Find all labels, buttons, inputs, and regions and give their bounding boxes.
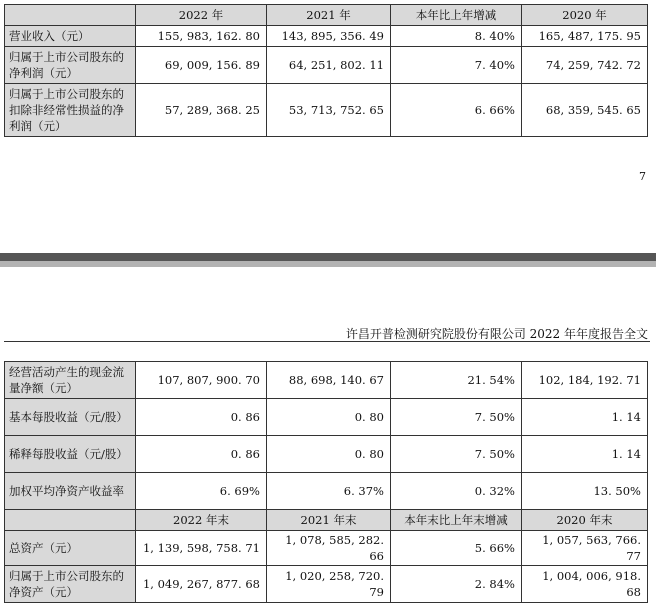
row-label: 稀释每股收益（元/股） xyxy=(5,436,136,473)
running-header: 许昌开普检测研究院股份有限公司 2022 年年度报告全文 xyxy=(345,327,648,341)
page-break-light xyxy=(0,261,656,267)
cell-value: 107, 807, 900. 70 xyxy=(136,362,267,399)
row-label: 营业收入（元） xyxy=(5,26,136,47)
header-cell: 2020 年 xyxy=(522,5,648,26)
cell-value: 8. 40% xyxy=(391,26,522,47)
table-row xyxy=(5,47,648,84)
cell-value: 2. 84% xyxy=(391,566,522,603)
header-cell xyxy=(5,5,136,26)
table-row xyxy=(5,26,648,47)
cell-value: 7. 50% xyxy=(391,436,522,473)
header-cell xyxy=(5,510,136,531)
cell-value: 1, 004, 006, 918. 68 xyxy=(522,566,648,603)
cell-value: 7. 40% xyxy=(391,47,522,84)
cell-value: 1. 14 xyxy=(522,436,648,473)
table-subheader-row xyxy=(5,510,648,531)
cell-value: 6. 37% xyxy=(267,473,391,510)
header-cell: 2022 年末 xyxy=(136,510,267,531)
cell-value: 1, 139, 598, 758. 71 xyxy=(136,531,267,566)
table-row xyxy=(5,84,648,137)
page-number: 7 xyxy=(639,170,646,183)
cell-value: 57, 289, 368. 25 xyxy=(136,84,267,137)
row-label: 基本每股收益（元/股） xyxy=(5,399,136,436)
cell-value: 1, 020, 258, 720. 79 xyxy=(267,566,391,603)
financial-summary-table-part1 xyxy=(4,4,648,137)
cell-value: 102, 184, 192. 71 xyxy=(522,362,648,399)
cell-value: 1. 14 xyxy=(522,399,648,436)
cell-value: 53, 713, 752. 65 xyxy=(267,84,391,137)
cell-value: 0. 86 xyxy=(136,399,267,436)
row-label: 归属于上市公司股东的净资产（元） xyxy=(5,566,136,603)
cell-value: 7. 50% xyxy=(391,399,522,436)
row-label: 经营活动产生的现金流量净额（元） xyxy=(5,362,136,399)
cell-value: 88, 698, 140. 67 xyxy=(267,362,391,399)
row-label: 加权平均净资产收益率 xyxy=(5,473,136,510)
cell-value: 68, 359, 545. 65 xyxy=(522,84,648,137)
cell-value: 5. 66% xyxy=(391,531,522,566)
header-cell: 2022 年 xyxy=(136,5,267,26)
table-row xyxy=(5,473,648,510)
table-row xyxy=(5,566,648,603)
cell-value: 0. 32% xyxy=(391,473,522,510)
header-cell: 2021 年末 xyxy=(267,510,391,531)
cell-value: 0. 80 xyxy=(267,399,391,436)
row-label: 归属于上市公司股东的扣除非经常性损益的净利润（元） xyxy=(5,84,136,137)
cell-value: 1, 049, 267, 877. 68 xyxy=(136,566,267,603)
cell-value: 21. 54% xyxy=(391,362,522,399)
header-cell: 2021 年 xyxy=(267,5,391,26)
table-header-row xyxy=(5,5,648,26)
row-label: 总资产（元） xyxy=(5,531,136,566)
header-cell: 本年末比上年末增减 xyxy=(391,510,522,531)
header-rule xyxy=(4,341,650,342)
cell-value: 6. 69% xyxy=(136,473,267,510)
cell-value: 0. 86 xyxy=(136,436,267,473)
table-row xyxy=(5,399,648,436)
page-break-dark xyxy=(0,253,656,261)
table-row xyxy=(5,362,648,399)
cell-value: 0. 80 xyxy=(267,436,391,473)
cell-value: 6. 66% xyxy=(391,84,522,137)
table-row xyxy=(5,531,648,566)
cell-value: 155, 983, 162. 80 xyxy=(136,26,267,47)
cell-value: 143, 895, 356. 49 xyxy=(267,26,391,47)
cell-value: 1, 057, 563, 766. 77 xyxy=(522,531,648,566)
header-cell: 2020 年末 xyxy=(522,510,648,531)
cell-value: 64, 251, 802. 11 xyxy=(267,47,391,84)
cell-value: 74, 259, 742. 72 xyxy=(522,47,648,84)
header-cell: 本年比上年增减 xyxy=(391,5,522,26)
financial-summary-table-part2 xyxy=(4,361,648,603)
table-row xyxy=(5,436,648,473)
row-label: 归属于上市公司股东的净利润（元） xyxy=(5,47,136,84)
cell-value: 13. 50% xyxy=(522,473,648,510)
cell-value: 1, 078, 585, 282. 66 xyxy=(267,531,391,566)
cell-value: 165, 487, 175. 95 xyxy=(522,26,648,47)
cell-value: 69, 009, 156. 89 xyxy=(136,47,267,84)
